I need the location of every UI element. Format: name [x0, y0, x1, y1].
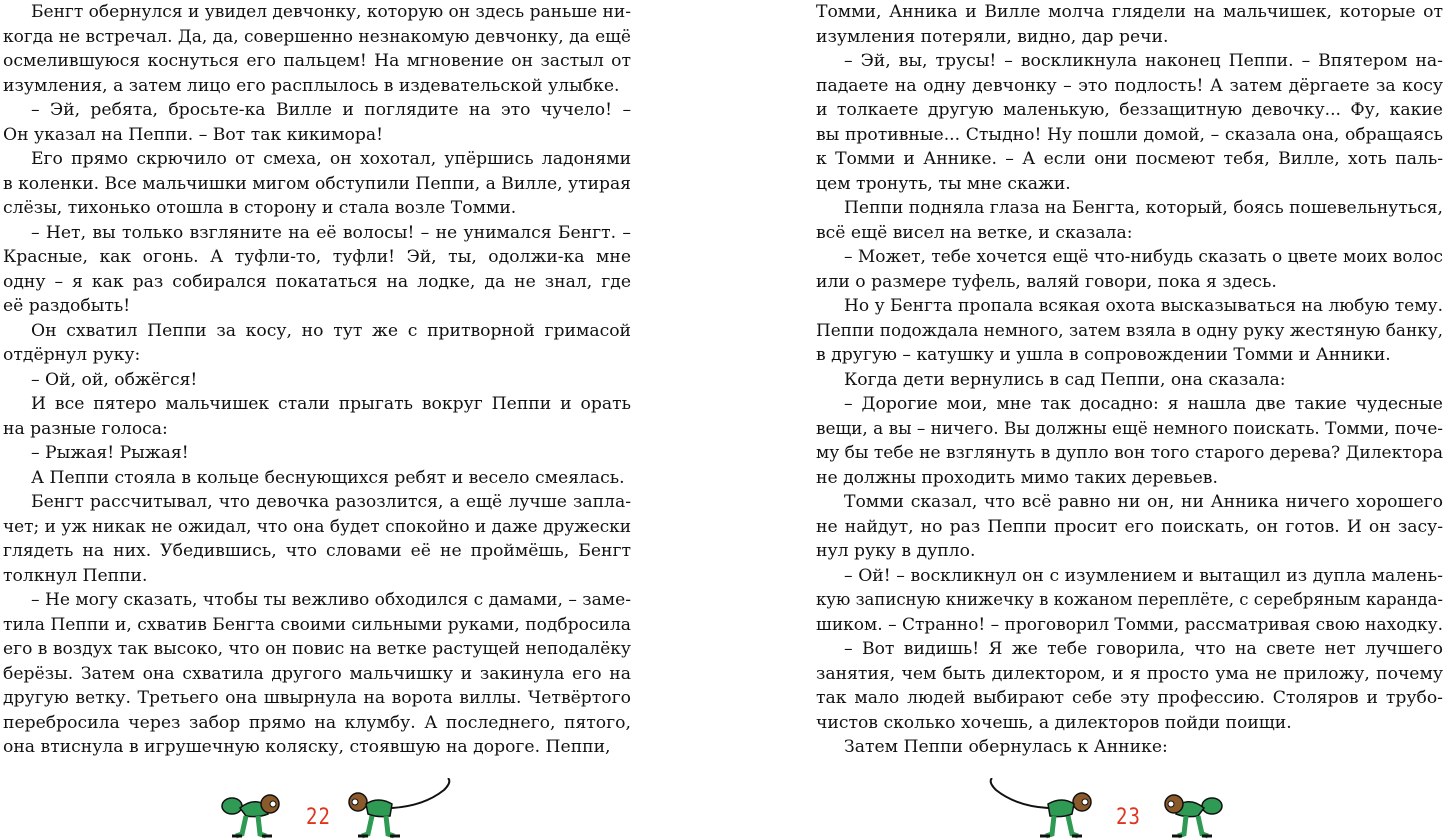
text-line: – Нет, вы только взгляните на её волосы! – не унимался Бенгт. – — [31, 222, 631, 243]
text-line: изумления потеряли, видно, дар речи. — [816, 26, 1169, 47]
text-line: кую записную книжечку в кожаном переплёте, с серебряным каранда- — [816, 590, 1443, 610]
text-line: Томми сказал, что всё равно ни он, ни Анника ничего хорошего — [844, 492, 1444, 512]
text-line: – Эй, ребята, бросьте-ка Вилле и поглядите на это чучело! – — [31, 100, 632, 120]
text-line: изумления, а затем лицо его расплылось в издевательской улыбке. — [3, 75, 620, 96]
text-line: осмелившуюся коснуться его пальцем! На мгновение он застыл от — [3, 51, 631, 71]
text-line: Красные, как огонь. А туфли-то, туфли! Эй, ты, одолжи-ка мне — [3, 247, 632, 267]
left-page-text — [3, 0, 631, 760]
text-line: на разные голоса: — [3, 418, 168, 439]
text-line: когда не встречал. Да, да, совершенно незнакомую девчонку, да ещё — [3, 26, 631, 47]
text-line: Пеппи подождала немного, затем взяла в одну руку жестяную банку, — [816, 320, 1443, 341]
text-line: Томми, Анника и Вилле молча глядели на мальчишек, которые от — [816, 2, 1444, 22]
text-line: падаете на одну девчонку – это подлость! А затем дёргаете за косу — [816, 75, 1444, 96]
text-line: Его прямо скрючило от смеха, он хохотал, упёршись ладонями — [31, 149, 632, 169]
text-line: толкнул Пеппи. — [3, 565, 148, 586]
text-line: И все пятеро мальчишек стали прыгать вокруг Пеппи и орать — [31, 394, 631, 414]
text-line: тила Пеппи и, схватив Бенгта своими сильными руками, подбросила — [3, 614, 632, 635]
text-line: Пеппи подняла глаза на Бенгта, который, боясь пошевельнуться, — [844, 198, 1444, 218]
text-line: – Ой! – воскликнул он с изумлением и вытащил из дупла малень- — [844, 565, 1443, 586]
text-line: к Томми и Аннике. – А если они посмеют тебя, Вилле, хоть паль- — [816, 149, 1444, 169]
text-line: слёзы, тихонько отошла в сторону и стала возле Томми. — [3, 198, 517, 218]
text-line: в коленки. Все мальчишки мигом обступили Пеппи, а Вилле, утирая — [3, 173, 631, 194]
text-line: шиком. – Странно! – проговорил Томми, рассматривая свою находку. — [816, 614, 1444, 635]
text-line: его в воздух так высоко, что он повис на ветке растущей неподалёку — [3, 639, 631, 659]
text-line: в другую – катушку и ушла в сопровождении Томми и Анники. — [816, 345, 1391, 365]
bending-figure-with-rope-left-icon — [344, 778, 454, 840]
text-line: – Эй, вы, трусы! – воскликнула наконец Пеппи. – Впятером на- — [844, 51, 1443, 71]
text-line: не найдут, но раз Пеппи просит его поискать, он готов. И он засу- — [816, 516, 1444, 537]
text-line: она втиснула в игрушечную коляску, стоявшую на дороге. Пеппи, — [3, 737, 611, 757]
text-line: А Пеппи стояла в кольце беснующихся ребят и весело смеялась. — [31, 467, 625, 488]
text-line: нул руку в дупло. — [816, 541, 976, 561]
text-line: глядеть на них. Убедившись, что словами её не проймёшь, Бенгт — [3, 541, 632, 561]
page-number-left: 22 — [306, 804, 331, 830]
text-line: и толкаете другую маленькую, беззащитную девочку... Фу, какие — [816, 100, 1443, 120]
text-line: одну – я как раз собирался покататься на лодке, да не знал, где — [3, 271, 631, 292]
text-line: перебросила через забор прямо на клумбу. А последнего, пятого, — [3, 712, 631, 733]
text-line: – Ой, ой, обжёгся! — [31, 369, 198, 390]
bending-figure-right-icon — [1152, 778, 1232, 840]
text-line: чет; и уж никак не ожидал, что она будет спокойно и даже дружески — [3, 516, 632, 537]
text-line: вещи, а вы – ничего. Вы должны ещё немного поискать. Томми, поче- — [816, 418, 1444, 439]
right-page-text — [816, 0, 1443, 760]
text-line: – Не могу сказать, чтобы ты вежливо обходился с дамами, – заме- — [31, 590, 631, 610]
text-line: другую ветку. Третьего она швырнула на ворота виллы. Четвёртого — [3, 688, 631, 708]
text-line: Он указал на Пеппи. – Вот так кикимора! — [3, 124, 383, 145]
bending-figure-with-rope-right-icon — [986, 778, 1096, 840]
text-line: или о размере туфель, валяй говори, пока я здесь. — [816, 271, 1277, 292]
page-number-right: 23 — [1116, 804, 1141, 830]
text-line: отдёрнул руку: — [3, 345, 141, 365]
text-line: Затем Пеппи обернулась к Аннике: — [844, 737, 1168, 757]
text-line: – Рыжая! Рыжая! — [31, 443, 189, 463]
text-line: Он схватил Пеппи за косу, но тут же с притворной гримасой — [31, 320, 632, 341]
text-line: Когда дети вернулись в сад Пеппи, она сказала: — [844, 369, 1286, 390]
text-line: всё ещё висел на ветке, и сказала: — [816, 222, 1133, 243]
text-line: му бы тебе не взглянуть в дупло вон того старого дерева? Дилектора — [816, 443, 1443, 463]
text-line: Бенгт рассчитывал, что девочка разозлится, а ещё лучше запла- — [31, 492, 632, 512]
text-line: Но у Бенгта пропала всякая охота высказываться на любую тему. — [844, 296, 1444, 316]
text-line: не должны проходить мимо таких деревьев. — [816, 467, 1218, 488]
text-line: цем тронуть, ты мне скажи. — [816, 173, 1071, 194]
text-line: занятия, чем быть дилектором, и я просто ума не приложу, почему — [816, 663, 1443, 684]
text-line: – Дорогие мои, мне так досадно: я нашла две такие чудесные — [844, 394, 1443, 414]
text-line: её раздобыть! — [3, 296, 131, 316]
text-line: – Вот видишь! Я же тебе говорила, что на свете нет лучшего — [844, 639, 1444, 659]
text-line: чистов сколько хочешь, а дилекторов пойди поищи. — [816, 712, 1292, 733]
bending-figure-left-icon — [212, 778, 292, 840]
text-line: так мало людей выбирают себе эту профессию. Столяров и трубо- — [816, 688, 1443, 708]
text-line: Бенгт обернулся и увидел девчонку, которую он здесь раньше ни- — [31, 2, 631, 22]
text-line: – Может, тебе хочется ещё что-нибудь сказать о цвете моих волос — [844, 247, 1444, 267]
text-line: берёзы. Затем она схватила другого мальчишку и закинула его на — [3, 663, 631, 684]
text-line: вы противные... Стыдно! Ну пошли домой, – сказала она, обращаясь — [816, 124, 1443, 145]
